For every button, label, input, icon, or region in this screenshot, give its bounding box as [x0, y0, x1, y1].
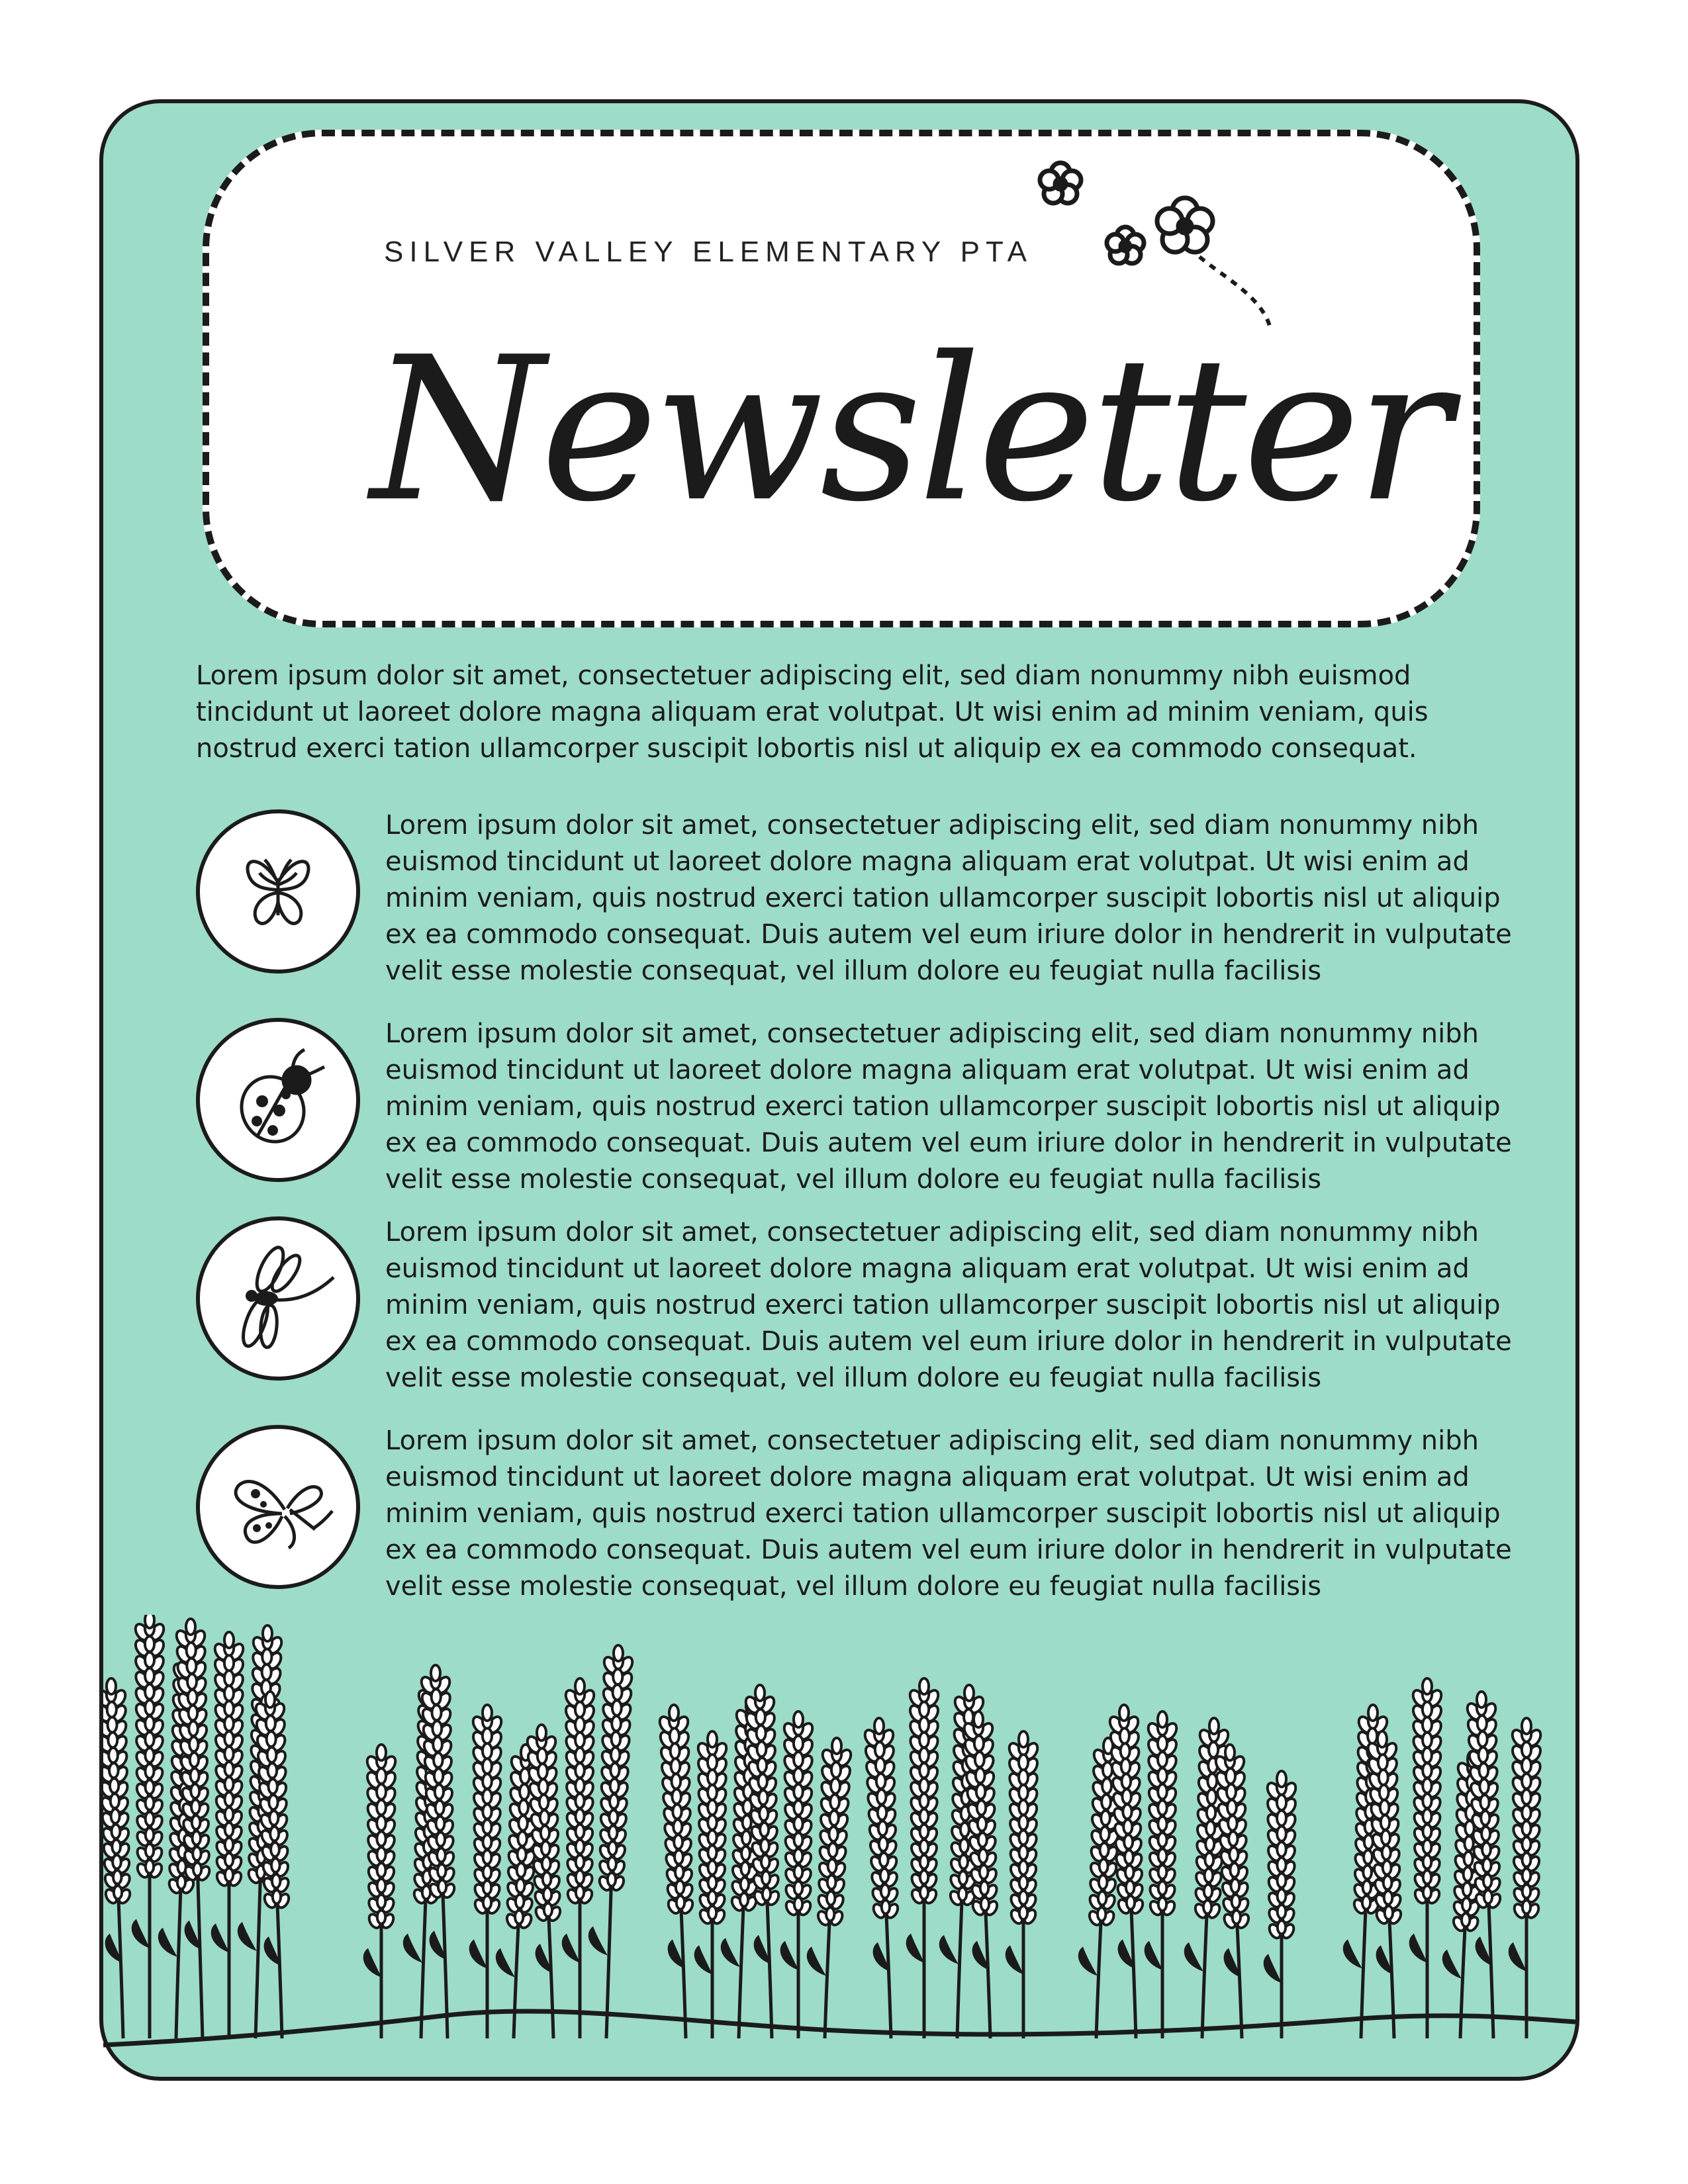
lavender-stem: [363, 1745, 398, 2038]
section-text: Lorem ipsum dolor sit amet, consectetuer adipiscing elit, sed diam nonummy nibh euismod tincidunt ut laoreet dolore magna aliquam erat volutpat. Ut wisi enim ad minim veniam, quis nostrud exerci tation ullamcorper suscipit lobortis nisl ut aliquip ex ea commodo consequat. Duis autem vel eum iriure dolor in hendrerit in vulputate velit esse molestie consequat, vel illum dolore eu feugiat nulla facilisis: [385, 810, 1512, 986]
lavender-stem: [103, 1678, 132, 2038]
lavender-stem: [657, 1705, 695, 2038]
dragonfly-icon: [216, 1236, 340, 1361]
organization-name: SILVER VALLEY ELEMENTARY PTA: [384, 236, 1033, 268]
section-item: [196, 1214, 1520, 1406]
icon-circle: [196, 1425, 360, 1589]
lavender-stem: [1409, 1678, 1444, 2038]
lavender-field-illustration: [103, 1615, 1575, 2078]
lavender-stem: [132, 1615, 166, 2038]
section-text: Lorem ipsum dolor sit amet, consectetuer adipiscing elit, sed diam nonummy nibh euismod tincidunt ut laoreet dolore magna aliquam erat volutpat. Ut wisi enim ad minim veniam, quis nostrud exerci tation ullamcorper suscipit lobortis nisl ut aliquip ex ea commodo consequat. Duis autem vel eum iriure dolor in hendrerit in vulputate velit esse molestie consequat, vel illum dolore eu feugiat nulla facilisis: [385, 1426, 1512, 1602]
section-text: Lorem ipsum dolor sit amet, consectetuer adipiscing elit, sed diam nonummy nibh euismod tincidunt ut laoreet dolore magna aliquam erat volutpat. Ut wisi enim ad minim veniam, quis nostrud exerci tation ullamcorper suscipit lobortis nisl ut aliquip ex ea commodo consequat. Duis autem vel eum iriure dolor in hendrerit in vulputate velit esse molestie consequat, vel illum dolore eu feugiat nulla facilisis: [385, 1019, 1512, 1195]
lavender-stem: [1006, 1731, 1040, 2038]
ladybug-icon: [216, 1038, 340, 1162]
lavender-stem: [1264, 1771, 1298, 2038]
lavender-stem: [562, 1678, 596, 2038]
section-item: [196, 1423, 1520, 1615]
lavender-stem: [906, 1678, 941, 2038]
lavender-stem: [211, 1632, 246, 2038]
section-item: [196, 1016, 1520, 1208]
section-text: Lorem ipsum dolor sit amet, consectetuer adipiscing elit, sed diam nonummy nibh euismod tincidunt ut laoreet dolore magna aliquam erat volutpat. Ut wisi enim ad minim veniam, quis nostrud exerci tation ullamcorper suscipit lobortis nisl ut aliquip ex ea commodo consequat. Duis autem vel eum iriure dolor in hendrerit in vulputate velit esse molestie consequat, vel illum dolore eu feugiat nulla facilisis: [385, 1217, 1512, 1393]
lavender-stem: [588, 1645, 635, 2038]
icon-circle: [196, 1216, 360, 1381]
lavender-stem: [780, 1711, 815, 2038]
icon-circle: [196, 809, 360, 974]
lavender-stem: [807, 1738, 853, 2038]
newsletter-title: Newsletter: [371, 314, 1448, 545]
lavender-stem: [1509, 1718, 1543, 2038]
lavender-stem: [1145, 1711, 1179, 2038]
butterfly-side-icon: [216, 1445, 340, 1569]
intro-paragraph: Lorem ipsum dolor sit amet, consectetuer adipiscing elit, sed diam nonummy nibh euismod tincidunt ut laoreet dolore magna aliquam erat volutpat. Ut wisi enim ad minim veniam, quis nostrud exerci tation ullamcorper suscipit lobortis nisl ut aliquip ex ea commodo consequat.: [196, 660, 1429, 764]
icon-circle: [196, 1018, 360, 1182]
lavender-stem: [694, 1731, 729, 2038]
lavender-stem: [469, 1705, 504, 2038]
lavender-stem: [863, 1718, 900, 2038]
butterfly-outline-icon: [216, 829, 340, 954]
section-item: [196, 807, 1520, 999]
